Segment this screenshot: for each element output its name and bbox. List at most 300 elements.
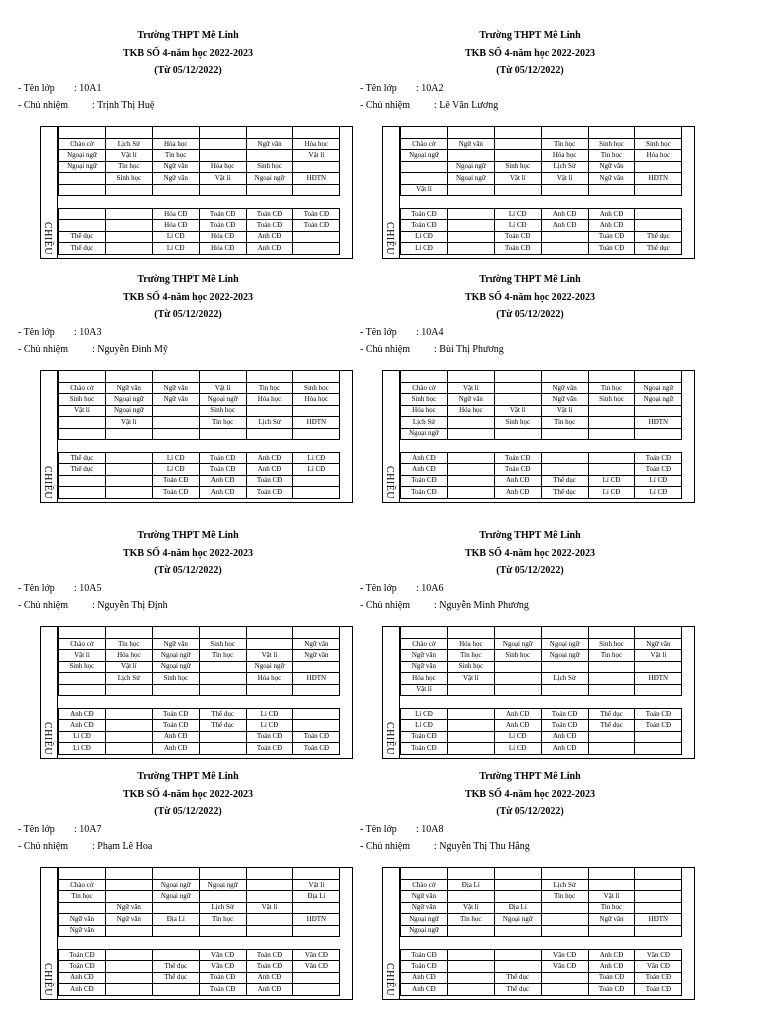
class-label: - Tên lớp (18, 823, 55, 835)
subject-cell (199, 428, 246, 439)
weekday-header-cell (105, 127, 152, 139)
morning-period-row (59, 639, 340, 650)
divider-cell (59, 695, 106, 708)
afternoon-label: CHIỀU (384, 722, 395, 756)
subject-cell: Toán CĐ (588, 972, 635, 983)
subject-cell (246, 880, 293, 891)
weekday-header-cell (246, 127, 293, 139)
subject-cell (59, 673, 106, 684)
subject-cell (494, 673, 541, 684)
divider-cell (494, 439, 541, 452)
morning-period-row (401, 914, 682, 925)
subject-cell: Vật lí (59, 405, 106, 416)
subject-cell (293, 231, 340, 242)
subject-cell: Toán CĐ (246, 220, 293, 231)
subject-cell (541, 902, 588, 913)
subject-cell: Thể dục (59, 231, 106, 242)
subject-cell (199, 150, 246, 161)
subject-cell: Ngoại ngữ (152, 891, 199, 902)
subject-cell: Hóa học (246, 394, 293, 405)
subject-cell: Lịch Sử (541, 880, 588, 891)
class-timetable-5 (18, 527, 358, 767)
morning-period-row (59, 383, 340, 394)
subject-cell (246, 684, 293, 695)
divider-cell (541, 195, 588, 208)
subject-cell (199, 925, 246, 936)
morning-period-row (59, 173, 340, 184)
subject-cell (152, 925, 199, 936)
tkb-title: TKB SỐ 4-năm học 2022-2023 (122, 47, 253, 59)
morning-period-row (59, 161, 340, 172)
subject-cell (447, 417, 494, 428)
session-divider (59, 695, 340, 708)
subject-cell: Anh CĐ (541, 731, 588, 742)
subject-cell: Toán CĐ (541, 708, 588, 719)
morning-period-row (401, 925, 682, 936)
subject-cell: Anh CĐ (494, 475, 541, 486)
subject-cell: Toán CĐ (401, 487, 448, 498)
morning-period-row (401, 891, 682, 902)
subject-cell: Chào cờ (59, 880, 106, 891)
subject-cell: Lí CĐ (588, 475, 635, 486)
subject-cell: Ngữ văn (588, 161, 635, 172)
subject-cell: Ngữ văn (401, 650, 448, 661)
weekday-header-cell (59, 627, 106, 639)
subject-cell: Thể dục (152, 961, 199, 972)
subject-cell (447, 984, 494, 995)
divider-cell (401, 695, 448, 708)
school-name: Trường THPT Mê Linh (479, 274, 581, 285)
subject-cell (105, 475, 152, 486)
subject-cell: Sinh học (246, 161, 293, 172)
afternoon-period-row (401, 731, 682, 742)
class-name: : 10A5 (74, 582, 102, 594)
subject-cell (105, 428, 152, 439)
subject-cell: Ngữ văn (447, 139, 494, 150)
afternoon-period-row (401, 220, 682, 231)
subject-cell (447, 972, 494, 983)
afternoon-period-row (401, 487, 682, 498)
effective-date: (Từ 05/12/2022) (154, 309, 222, 320)
subject-cell: Toán CĐ (401, 475, 448, 486)
subject-cell (59, 428, 106, 439)
afternoon-period-row (59, 961, 340, 972)
subject-cell: Toán CĐ (199, 452, 246, 463)
subject-cell: Ngoại ngữ (59, 161, 106, 172)
subject-cell (447, 743, 494, 754)
subject-cell: Sinh học (293, 383, 340, 394)
subject-cell: Lí CĐ (293, 452, 340, 463)
weekday-header-cell (447, 627, 494, 639)
subject-cell: Tin học (199, 417, 246, 428)
teacher-label: - Chủ nhiệm (360, 343, 410, 355)
subject-cell (105, 243, 152, 254)
subject-cell: Tin học (541, 139, 588, 150)
class-timetable-7 (18, 768, 358, 1008)
tkb-title: TKB SỐ 4-năm học 2022-2023 (122, 547, 253, 559)
subject-cell: Toán CĐ (246, 961, 293, 972)
subject-cell: Chào cờ (59, 139, 106, 150)
timetable-grid (400, 626, 682, 755)
subject-cell (447, 961, 494, 972)
weekday-header-cell (541, 371, 588, 383)
afternoon-period-row (59, 475, 340, 486)
school-name: Trường THPT Mê Linh (479, 30, 581, 41)
homeroom-teacher: : Nguyễn Minh Phương (434, 599, 529, 611)
subject-cell: Ngoại ngữ (199, 880, 246, 891)
divider-cell (105, 195, 152, 208)
subject-cell (588, 743, 635, 754)
subject-cell (447, 452, 494, 463)
subject-cell: Anh CĐ (246, 972, 293, 983)
subject-cell: Hóa CĐ (199, 243, 246, 254)
weekday-header-row (401, 627, 682, 639)
subject-cell: Ngoại ngữ (541, 650, 588, 661)
subject-cell (494, 383, 541, 394)
subject-cell: Anh CĐ (541, 743, 588, 754)
subject-cell: Anh CĐ (588, 949, 635, 960)
divider-cell (401, 195, 448, 208)
divider-cell (246, 936, 293, 949)
subject-cell: Toán CĐ (246, 208, 293, 219)
subject-cell: Hóa học (635, 150, 682, 161)
morning-period-row (401, 150, 682, 161)
teacher-label: - Chủ nhiệm (360, 599, 410, 611)
subject-cell (494, 949, 541, 960)
subject-cell: Ngoại ngữ (401, 150, 448, 161)
subject-cell (59, 902, 106, 913)
subject-cell (494, 394, 541, 405)
school-name: Trường THPT Mê Linh (479, 771, 581, 782)
weekday-header-cell (293, 868, 340, 880)
weekday-header-cell (199, 127, 246, 139)
subject-cell: Sinh học (447, 661, 494, 672)
subject-cell: Sinh học (105, 173, 152, 184)
morning-period-row (59, 661, 340, 672)
weekday-header-cell (447, 371, 494, 383)
tkb-title: TKB SỐ 4-năm học 2022-2023 (122, 291, 253, 303)
subject-cell: Anh CĐ (541, 208, 588, 219)
subject-cell (635, 428, 682, 439)
subject-cell (588, 925, 635, 936)
subject-cell (246, 405, 293, 416)
morning-period-row (59, 417, 340, 428)
effective-date: (Từ 05/12/2022) (496, 565, 564, 576)
subject-cell: Anh CĐ (246, 243, 293, 254)
subject-cell (494, 961, 541, 972)
subject-cell (199, 891, 246, 902)
class-name-row (360, 324, 700, 341)
subject-cell (541, 661, 588, 672)
weekday-header-cell (588, 868, 635, 880)
subject-cell: Ngoại ngữ (447, 161, 494, 172)
afternoon-period-row (401, 972, 682, 983)
subject-cell (105, 184, 152, 195)
homeroom-teacher-row (360, 597, 700, 614)
subject-cell (152, 428, 199, 439)
subject-cell: Hóa học (447, 405, 494, 416)
homeroom-teacher-row (360, 838, 700, 855)
subject-cell: Lí CĐ (152, 231, 199, 242)
afternoon-label: CHIỀU (384, 222, 395, 256)
morning-period-row (59, 673, 340, 684)
subject-cell: Lí CĐ (152, 452, 199, 463)
effective-date: (Từ 05/12/2022) (154, 806, 222, 817)
subject-cell: Lí CĐ (59, 743, 106, 754)
effective-date: (Từ 05/12/2022) (496, 309, 564, 320)
weekday-header-cell (588, 127, 635, 139)
subject-cell (588, 428, 635, 439)
subject-cell (105, 208, 152, 219)
subject-cell: Toán CĐ (401, 731, 448, 742)
subject-cell (152, 684, 199, 695)
class-timetable-4 (360, 271, 700, 511)
weekday-header-row (59, 371, 340, 383)
subject-cell: Tin học (447, 650, 494, 661)
subject-cell: Anh CĐ (246, 231, 293, 242)
subject-cell (246, 914, 293, 925)
divider-cell (59, 439, 106, 452)
subject-cell (588, 452, 635, 463)
weekday-header-cell (59, 371, 106, 383)
subject-cell: Văn CĐ (541, 949, 588, 960)
subject-cell: Tin học (541, 891, 588, 902)
afternoon-period-row (59, 984, 340, 995)
subject-cell (588, 405, 635, 416)
subject-cell: Toán CĐ (401, 949, 448, 960)
morning-period-row (59, 405, 340, 416)
subject-cell (199, 184, 246, 195)
teacher-label: - Chủ nhiệm (360, 99, 410, 111)
homeroom-teacher: : Bùi Thị Phương (434, 343, 504, 355)
weekday-header-cell (494, 127, 541, 139)
weekday-header-cell (293, 371, 340, 383)
subject-cell: Vật lí (246, 902, 293, 913)
subject-cell: Toán CĐ (494, 231, 541, 242)
divider-cell (447, 695, 494, 708)
subject-cell: Anh CĐ (152, 731, 199, 742)
class-label: - Tên lớp (360, 82, 397, 94)
subject-cell: Anh CĐ (59, 708, 106, 719)
subject-cell (541, 231, 588, 242)
subject-cell: Ngoại ngữ (152, 650, 199, 661)
morning-period-row (401, 383, 682, 394)
afternoon-period-row (59, 720, 340, 731)
class-name-row (360, 580, 700, 597)
subject-cell (105, 743, 152, 754)
subject-cell (199, 139, 246, 150)
subject-cell: Ngoại ngữ (541, 639, 588, 650)
tkb-title: TKB SỐ 4-năm học 2022-2023 (122, 788, 253, 800)
subject-cell: Văn CĐ (541, 961, 588, 972)
subject-cell: Toán CĐ (635, 972, 682, 983)
subject-cell: Ngoại ngữ (401, 428, 448, 439)
subject-cell (447, 731, 494, 742)
morning-period-row (59, 925, 340, 936)
afternoon-period-row (59, 743, 340, 754)
morning-period-row (401, 428, 682, 439)
subject-cell: Chào cờ (59, 383, 106, 394)
subject-cell: Văn CĐ (635, 961, 682, 972)
subject-cell: Sinh học (199, 405, 246, 416)
subject-cell: Vật lí (447, 383, 494, 394)
subject-cell: Sinh học (494, 161, 541, 172)
subject-cell (293, 661, 340, 672)
weekday-header-cell (635, 371, 682, 383)
subject-cell: HĐTN (635, 417, 682, 428)
morning-period-row (59, 394, 340, 405)
subject-cell (541, 914, 588, 925)
subject-cell (635, 880, 682, 891)
subject-cell: Sinh học (635, 139, 682, 150)
subject-cell (59, 417, 106, 428)
divider-cell (447, 439, 494, 452)
subject-cell: Thể dục (541, 475, 588, 486)
weekday-header-cell (541, 868, 588, 880)
morning-period-row (401, 139, 682, 150)
morning-period-row (59, 891, 340, 902)
subject-cell: Tin học (105, 639, 152, 650)
weekday-header-cell (447, 868, 494, 880)
divider-cell (105, 439, 152, 452)
subject-cell (246, 184, 293, 195)
subject-cell (246, 428, 293, 439)
subject-cell (105, 684, 152, 695)
afternoon-period-row (401, 475, 682, 486)
subject-cell (59, 208, 106, 219)
afternoon-period-row (401, 464, 682, 475)
school-name: Trường THPT Mê Linh (137, 274, 239, 285)
subject-cell (293, 708, 340, 719)
subject-cell: Toán CĐ (401, 208, 448, 219)
subject-cell (152, 417, 199, 428)
subject-cell (246, 925, 293, 936)
subject-cell (541, 984, 588, 995)
weekday-header-cell (199, 371, 246, 383)
subject-cell: Địa Lí (494, 902, 541, 913)
class-label: - Tên lớp (18, 582, 55, 594)
subject-cell: Ngoại ngữ (246, 661, 293, 672)
subject-cell: Hóa học (152, 139, 199, 150)
divider-cell (588, 195, 635, 208)
subject-cell: Toán CĐ (293, 731, 340, 742)
divider-cell (447, 195, 494, 208)
morning-period-row (401, 405, 682, 416)
morning-period-row (59, 650, 340, 661)
timetable-grid (400, 126, 682, 255)
subject-cell (494, 684, 541, 695)
subject-cell: Lí CĐ (246, 708, 293, 719)
subject-cell: Hóa CĐ (152, 220, 199, 231)
afternoon-period-row (59, 731, 340, 742)
divider-cell (152, 936, 199, 949)
subject-cell: Anh CĐ (246, 464, 293, 475)
subject-cell: Sinh học (588, 394, 635, 405)
subject-cell: Anh CĐ (246, 452, 293, 463)
morning-period-row (401, 173, 682, 184)
subject-cell (541, 184, 588, 195)
divider-cell (494, 195, 541, 208)
divider-cell (401, 439, 448, 452)
subject-cell: Ngoại ngữ (105, 405, 152, 416)
class-name: : 10A7 (74, 823, 102, 835)
weekday-header-row (59, 627, 340, 639)
weekday-header-row (401, 868, 682, 880)
divider-cell (246, 195, 293, 208)
divider-cell (635, 195, 682, 208)
subject-cell (447, 684, 494, 695)
class-label: - Tên lớp (18, 326, 55, 338)
weekday-header-row (59, 127, 340, 139)
divider-cell (293, 195, 340, 208)
divider-cell (199, 195, 246, 208)
subject-cell: Thể dục (588, 720, 635, 731)
subject-cell: Sinh học (59, 394, 106, 405)
afternoon-period-row (401, 708, 682, 719)
afternoon-label: CHIỀU (42, 466, 53, 500)
subject-cell: Anh CĐ (401, 972, 448, 983)
subject-cell (293, 684, 340, 695)
subject-cell: Lí CĐ (246, 720, 293, 731)
afternoon-label: CHIỀU (42, 963, 53, 997)
subject-cell (541, 464, 588, 475)
subject-cell (199, 743, 246, 754)
session-divider (59, 195, 340, 208)
divider-cell (401, 936, 448, 949)
subject-cell: Ngoại ngữ (199, 394, 246, 405)
divider-cell (152, 195, 199, 208)
subject-cell: Anh CĐ (401, 984, 448, 995)
subject-cell (494, 150, 541, 161)
subject-cell: Ngữ văn (105, 383, 152, 394)
divider-cell (105, 936, 152, 949)
afternoon-period-row (59, 464, 340, 475)
subject-cell: Sinh học (588, 139, 635, 150)
subject-cell (105, 720, 152, 731)
subject-cell: Tin học (199, 650, 246, 661)
subject-cell: Toán CĐ (246, 487, 293, 498)
subject-cell (635, 184, 682, 195)
subject-cell: Anh CĐ (494, 487, 541, 498)
subject-cell: Lịch Sử (105, 139, 152, 150)
subject-cell: Lí CĐ (152, 464, 199, 475)
subject-cell (635, 731, 682, 742)
morning-period-row (401, 673, 682, 684)
subject-cell (59, 487, 106, 498)
subject-cell: Tin học (152, 150, 199, 161)
subject-cell: Anh CĐ (246, 984, 293, 995)
subject-cell (293, 184, 340, 195)
afternoon-period-row (59, 220, 340, 231)
subject-cell: Anh CĐ (59, 720, 106, 731)
subject-cell: Toán CĐ (199, 984, 246, 995)
afternoon-period-row (59, 452, 340, 463)
subject-cell: Tin học (541, 417, 588, 428)
session-divider (401, 936, 682, 949)
weekday-header-cell (105, 371, 152, 383)
subject-cell (635, 684, 682, 695)
subject-cell: Vật lí (199, 173, 246, 184)
subject-cell (635, 743, 682, 754)
subject-cell: Toán CĐ (152, 720, 199, 731)
subject-cell: Vật lí (494, 405, 541, 416)
effective-date: (Từ 05/12/2022) (496, 806, 564, 817)
subject-cell: Toán CĐ (635, 452, 682, 463)
subject-cell: Toán CĐ (152, 708, 199, 719)
subject-cell: Toán CĐ (59, 949, 106, 960)
homeroom-teacher: : Phạm Lê Hoa (92, 840, 153, 852)
subject-cell (105, 220, 152, 231)
